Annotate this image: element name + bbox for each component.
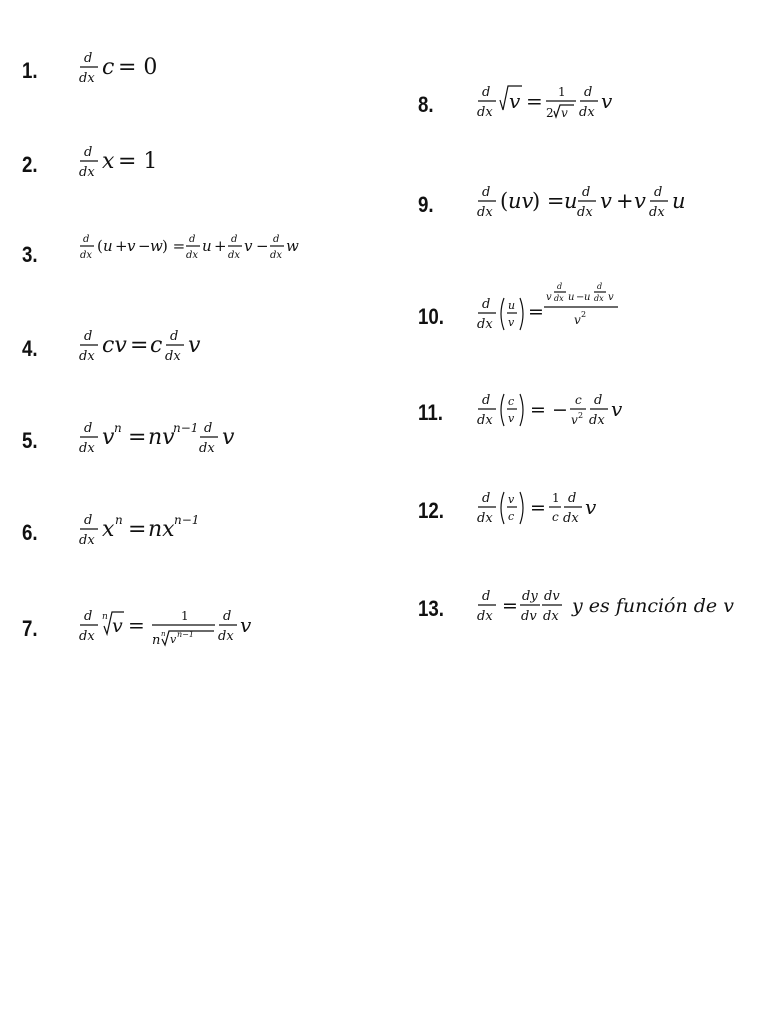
- svg-text:v: v: [600, 189, 612, 213]
- svg-text:d: d: [482, 589, 491, 604]
- svg-text:dx: dx: [594, 294, 604, 303]
- svg-text:v: v: [561, 106, 568, 120]
- svg-text:dx: dx: [477, 205, 493, 220]
- svg-text:n−1: n−1: [177, 630, 194, 639]
- svg-text:d: d: [84, 51, 93, 66]
- svg-text:v: v: [601, 89, 613, 113]
- svg-text:x: x: [102, 149, 115, 174]
- svg-text:2: 2: [546, 106, 554, 120]
- svg-text:c: c: [508, 395, 515, 408]
- svg-text:dx: dx: [577, 205, 593, 220]
- svg-text:dx: dx: [79, 441, 95, 456]
- svg-text:d: d: [482, 85, 491, 100]
- svg-text:cv: cv: [102, 333, 127, 358]
- svg-text:u: u: [103, 237, 113, 255]
- svg-text:v: v: [546, 292, 552, 303]
- svg-text:) =: ) =: [162, 237, 186, 255]
- formula-expression: [78, 510, 258, 558]
- svg-text:dx: dx: [649, 205, 665, 220]
- svg-text:dx: dx: [79, 533, 95, 548]
- svg-text:y es función de v: y es función de v: [572, 595, 734, 617]
- formula-expression: [78, 142, 198, 190]
- svg-text:v: v: [508, 316, 515, 329]
- svg-text:=: =: [530, 497, 546, 519]
- formula-number: 12.: [418, 498, 445, 523]
- formula-number: 4.: [22, 336, 38, 361]
- svg-text:d: d: [482, 297, 491, 312]
- svg-text:dx: dx: [477, 317, 493, 332]
- formula-expression: [78, 418, 278, 466]
- svg-text:dx: dx: [165, 349, 181, 364]
- svg-text:+: +: [214, 237, 227, 255]
- svg-text:d: d: [597, 282, 603, 291]
- svg-text:d: d: [482, 491, 491, 506]
- svg-text:u: u: [568, 292, 575, 303]
- svg-text:2: 2: [581, 310, 587, 319]
- svg-text:n: n: [114, 421, 122, 435]
- svg-text:u: u: [672, 189, 686, 213]
- svg-text:d: d: [84, 145, 93, 160]
- svg-text:v: v: [571, 413, 578, 427]
- svg-text:v: v: [102, 425, 115, 450]
- formula-number: 1.: [22, 58, 38, 83]
- svg-text:+: +: [616, 189, 634, 213]
- formula-number: 11.: [418, 400, 443, 425]
- formula-number: 8.: [418, 92, 434, 117]
- svg-text:u: u: [202, 237, 212, 255]
- svg-text:dx: dx: [477, 413, 493, 428]
- svg-text:dy: dy: [522, 589, 538, 604]
- svg-text:v: v: [127, 237, 136, 255]
- formula-expression: [78, 48, 198, 96]
- svg-text:v: v: [611, 397, 623, 421]
- svg-text:=: =: [528, 301, 544, 323]
- svg-text:c: c: [150, 333, 163, 358]
- svg-text:v: v: [188, 333, 201, 358]
- svg-text:dx: dx: [589, 413, 605, 428]
- svg-text:v: v: [585, 495, 597, 519]
- svg-text:u: u: [508, 299, 516, 312]
- svg-text:=: =: [526, 89, 543, 113]
- svg-text:n: n: [115, 513, 123, 527]
- svg-text:c: c: [102, 55, 115, 80]
- formula-expression: [476, 182, 706, 230]
- svg-text:dx: dx: [563, 511, 579, 526]
- svg-text:n−1: n−1: [174, 513, 200, 527]
- svg-text:d: d: [84, 329, 93, 344]
- formula-number: 13.: [418, 596, 445, 621]
- svg-text:dx: dx: [79, 71, 95, 86]
- svg-text:1: 1: [552, 491, 560, 505]
- svg-text:v: v: [112, 615, 123, 637]
- svg-text:dx: dx: [218, 629, 234, 644]
- formula-expression: [476, 390, 646, 438]
- formula-expression: [78, 232, 358, 276]
- svg-text:d: d: [84, 609, 93, 624]
- svg-text:d: d: [189, 234, 196, 245]
- svg-text:) =: ) =: [532, 189, 565, 213]
- svg-text:dx: dx: [79, 629, 95, 644]
- svg-text:nx: nx: [148, 517, 175, 542]
- svg-text:dx: dx: [79, 349, 95, 364]
- svg-text:−: −: [138, 237, 151, 255]
- formula-expression: [476, 82, 646, 132]
- svg-text:c: c: [508, 510, 515, 523]
- svg-text:=: =: [128, 425, 147, 450]
- svg-text:dx: dx: [79, 165, 95, 180]
- svg-text:d: d: [223, 609, 232, 624]
- svg-text:v: v: [508, 493, 515, 506]
- svg-text:1: 1: [181, 609, 189, 623]
- svg-text:dv: dv: [544, 589, 560, 604]
- svg-text:v: v: [508, 412, 515, 425]
- svg-text:d: d: [482, 185, 491, 200]
- svg-text:dx: dx: [270, 250, 283, 261]
- formula-expression: [476, 488, 636, 536]
- svg-text:dx: dx: [80, 250, 93, 261]
- formula-number: 6.: [22, 520, 38, 545]
- svg-text:d: d: [557, 282, 563, 291]
- svg-text:n: n: [152, 633, 161, 648]
- svg-text:w: w: [150, 237, 163, 255]
- svg-text:−: −: [576, 292, 585, 303]
- svg-text:d: d: [231, 234, 238, 245]
- svg-text:=: =: [130, 333, 149, 358]
- svg-text:dx: dx: [199, 441, 215, 456]
- svg-text:dx: dx: [477, 609, 493, 624]
- svg-text:= −: = −: [530, 399, 568, 421]
- svg-text:n−1: n−1: [173, 421, 199, 435]
- svg-text:n: n: [161, 630, 166, 638]
- svg-text:n: n: [102, 612, 108, 622]
- svg-text:dx: dx: [477, 511, 493, 526]
- svg-text:d: d: [568, 491, 577, 506]
- svg-text:v: v: [222, 425, 235, 450]
- formula-number: 5.: [22, 428, 38, 453]
- svg-text:u: u: [584, 292, 591, 303]
- svg-text:2: 2: [578, 411, 584, 420]
- svg-text:v: v: [608, 292, 614, 303]
- svg-text:−: −: [256, 237, 269, 255]
- svg-text:x: x: [102, 517, 115, 542]
- svg-text:d: d: [582, 185, 591, 200]
- svg-text:c: c: [552, 510, 559, 524]
- svg-text:v: v: [574, 313, 581, 327]
- formula-number: 3.: [22, 242, 38, 267]
- svg-text:dx: dx: [186, 250, 199, 261]
- svg-text:dx: dx: [543, 609, 559, 624]
- formula-number: 7.: [22, 616, 38, 641]
- svg-text:d: d: [482, 393, 491, 408]
- svg-text:dx: dx: [477, 105, 493, 120]
- svg-text:d: d: [584, 85, 593, 100]
- formula-expression: [78, 606, 288, 656]
- svg-text:+: +: [115, 237, 128, 255]
- svg-text:d: d: [654, 185, 663, 200]
- svg-text:= 1: = 1: [118, 149, 158, 174]
- svg-text:dv: dv: [521, 609, 537, 624]
- svg-text:d: d: [83, 234, 90, 245]
- svg-text:v: v: [244, 237, 253, 255]
- svg-text:dx: dx: [579, 105, 595, 120]
- svg-text:u: u: [564, 189, 578, 213]
- svg-text:c: c: [575, 393, 582, 407]
- formula-expression: [476, 586, 746, 634]
- formula-number: 9.: [418, 192, 434, 217]
- svg-text:v: v: [240, 613, 252, 637]
- svg-text:dx: dx: [554, 294, 564, 303]
- svg-text:v: v: [509, 89, 521, 113]
- svg-text:= 0: = 0: [118, 55, 158, 80]
- svg-text:1: 1: [558, 85, 566, 99]
- svg-text:=: =: [502, 595, 518, 617]
- formula-number: 2.: [22, 152, 38, 177]
- svg-text:d: d: [170, 329, 179, 344]
- formula-number: 10.: [418, 304, 445, 329]
- svg-text:uv: uv: [508, 189, 534, 213]
- svg-text:(: (: [500, 189, 509, 213]
- svg-text:d: d: [84, 513, 93, 528]
- svg-text:d: d: [273, 234, 280, 245]
- svg-text:(: (: [97, 237, 103, 255]
- svg-text:nv: nv: [148, 425, 175, 450]
- svg-text:=: =: [128, 517, 147, 542]
- svg-text:v: v: [170, 633, 177, 646]
- formula-expression: [476, 280, 656, 344]
- svg-text:w: w: [286, 237, 299, 255]
- svg-text:dx: dx: [228, 250, 241, 261]
- svg-text:d: d: [84, 421, 93, 436]
- svg-text:v: v: [634, 189, 646, 213]
- svg-text:=: =: [128, 613, 145, 637]
- svg-text:d: d: [204, 421, 213, 436]
- svg-text:d: d: [594, 393, 603, 408]
- formula-expression: [78, 326, 238, 374]
